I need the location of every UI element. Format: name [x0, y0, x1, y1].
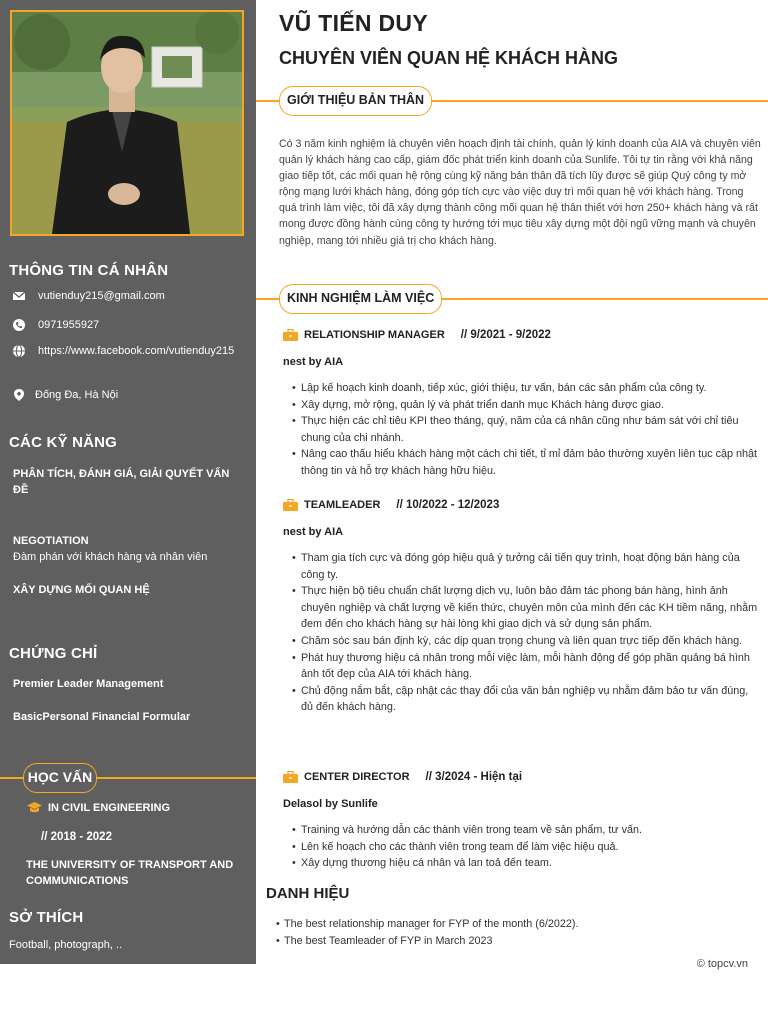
- list-item: • Thực hiện các chỉ tiêu KPI theo tháng, quý, năm của cá nhân cũng như bám sát với chỉ tiêu chung của chi nhánh.: [292, 413, 762, 446]
- experience-company: nest by AIA: [283, 526, 344, 538]
- globe-icon: [12, 344, 26, 358]
- experience-company: Delasol by Sunlife: [283, 798, 378, 810]
- education-period: // 2018 - 2022: [41, 831, 112, 843]
- hobbies-heading: SỞ THÍCH: [9, 909, 84, 926]
- experience-role: TEAMLEADER: [304, 499, 381, 511]
- about-heading: GIỚI THIỆU BẢN THÂN: [279, 86, 432, 116]
- education-heading: HỌC VẤN: [23, 763, 97, 793]
- list-item: • Lập kế hoạch kinh doanh, tiếp xúc, giới thiệu, tư vấn, bán các sản phẩm của công ty.: [292, 380, 762, 397]
- briefcase-icon: [283, 329, 298, 341]
- experience-header: [283, 771, 522, 783]
- skill-name: PHÂN TÍCH, ĐÁNH GIÁ, GIẢI QUYẾT VẤN ĐỀ: [13, 468, 230, 496]
- skill-name: NEGOTIATION: [13, 535, 89, 547]
- facebook-link[interactable]: https://www.facebook.com/vutienduy215: [38, 345, 235, 357]
- list-item: • Xây dựng thương hiệu cá nhân và lan toả đến team.: [292, 855, 762, 872]
- envelope-icon: [12, 289, 26, 303]
- experience-role: RELATIONSHIP MANAGER: [304, 329, 445, 341]
- list-item: • Training và hướng dẫn các thành viên trong team về sản phẩm, tư vấn.: [292, 822, 762, 839]
- list-item: • Nâng cao thấu hiểu khách hàng một cách chi tiết, tỉ mỉ đảm bảo thường xuyên liên tục cập nhật thông tin và hỗ trợ khách hàng hữu hiệu.: [292, 446, 762, 479]
- award-item: • The best relationship manager for FYP of the month (6/2022).: [276, 916, 578, 933]
- contact-facebook: [12, 343, 244, 360]
- list-item: • Xây dựng, mở rộng, quản lý và phát triển danh mục Khách hàng được giao.: [292, 397, 762, 414]
- certificate-item: BasicPersonal Financial Formular: [13, 711, 191, 723]
- award-item: • The best Teamleader of FYP in March 2023: [276, 933, 578, 950]
- major-text: IN CIVIL ENGINEERING: [48, 802, 171, 814]
- experience-date: // 9/2021 - 9/2022: [460, 329, 551, 341]
- contact-address: [12, 387, 244, 404]
- phone-text[interactable]: 0971955927: [38, 319, 100, 331]
- candidate-name: VŨ TIẾN DUY: [279, 10, 428, 36]
- sidebar: [0, 0, 256, 964]
- list-item: • Phát huy thương hiệu cá nhân trong mỗi việc làm, mỗi hành động để góp phần quảng bá hình ảnh tốt đẹp của AIA tới khách hàng.: [292, 650, 762, 683]
- phone-icon: [12, 318, 26, 332]
- email-text[interactable]: vutienduy215@gmail.com: [38, 290, 165, 302]
- certificates-heading: CHỨNG CHỈ: [9, 645, 98, 662]
- briefcase-icon: [283, 771, 298, 783]
- experience-header: [283, 329, 551, 341]
- list-item: • Tham gia tích cực và đóng góp hiệu quả ý tưởng cải tiến quy trình, hoạt động bán hàng của công ty.: [292, 550, 762, 583]
- experience-header: [283, 499, 499, 511]
- about-text: Có 3 năm kinh nghiệm là chuyên viên hoạch định tài chính, quản lý kinh doanh của AIA và chuyên viên quản lý khách hàng cao cấp, giám đốc phát triển kinh doanh của Sunlife. Tôi tự tin rằng với khả năng giao tiếp tốt, các mối quan hệ rộng cùng kỹ năng bản thân đã tích lũy được sẽ giúp Quý công ty mở rộng mạng lưới khách hàng, đóng góp tích cực vào việc duy trì mối quan hệ với khách hàng. Trong quá trình làm việc, tôi đã xây dựng thành công mối quan hệ thân thiết với hơn 250+ khách hàng và rất mong được đồng hành cùng công ty hướng tới mục tiêu xây dựng một đội ngũ vững mạnh và chuyên nghiệp, mang tới nhiều giá trị cho khách hàng.: [279, 138, 761, 247]
- list-item: • Lên kế hoạch cho các thành viên trong team để làm việc hiệu quả.: [292, 839, 762, 856]
- list-item: • Chăm sóc sau bán định kỳ, các dịp quan trọng chung và liên quan trực tiếp đến khách hàng.: [292, 633, 762, 650]
- address-text: Đống Đa, Hà Nội: [35, 389, 119, 401]
- education-major: [27, 802, 170, 814]
- hobbies-text: Football, photograph, ..: [9, 939, 123, 951]
- experience-heading: KINH NGHIỆM LÀM VIỆC: [279, 284, 442, 314]
- experience-company: nest by AIA: [283, 356, 344, 368]
- awards-heading: DANH HIỆU: [266, 885, 350, 902]
- personal-info-heading: THÔNG TIN CÁ NHÂN: [9, 262, 169, 279]
- job-title: CHUYÊN VIÊN QUAN HỆ KHÁCH HÀNG: [279, 48, 619, 68]
- experience-bullets: [292, 380, 762, 480]
- profile-photo: [10, 10, 244, 236]
- awards-list: [276, 916, 578, 950]
- skill-description: Đàm phán với khách hàng và nhân viên: [13, 551, 208, 563]
- certificate-item: Premier Leader Management: [13, 678, 164, 690]
- experience-bullets: [292, 550, 762, 716]
- list-item: • Chủ động nắm bắt, cập nhật các thay đổi của văn bản nghiệp vụ nhằm đảm bảo tư vấn đúng, đủ đến khách hàng.: [292, 683, 762, 716]
- skills-heading: CÁC KỸ NĂNG: [9, 434, 118, 451]
- contact-email: [12, 288, 244, 305]
- experience-bullets: [292, 822, 762, 872]
- topcv-brand[interactable]: © topcv.vn: [696, 958, 748, 970]
- list-item: • Thực hiện bộ tiêu chuẩn chất lượng dịch vụ, luôn bảo đảm tác phong bán hàng, hình ảnh chuyên nghiệp và chất lượng về kiến thức, chuyên môn của mình đến các KH tiềm năng, nhằm đem đến cho khách hàng sự hài lòng khi giao dịch và sử dụng sản phẩm.: [292, 583, 762, 633]
- experience-role: CENTER DIRECTOR: [304, 771, 410, 783]
- graduation-cap-icon: [27, 802, 42, 814]
- experience-date: // 10/2022 - 12/2023: [396, 499, 500, 511]
- briefcase-icon: [283, 499, 298, 511]
- skill-name: XÂY DỰNG MỐI QUAN HỆ: [13, 584, 150, 596]
- experience-date: // 3/2024 - Hiện tại: [425, 771, 523, 783]
- contact-phone: [12, 317, 244, 334]
- school-name: THE UNIVERSITY OF TRANSPORT AND COMMUNICATIONS: [26, 859, 234, 887]
- location-pin-icon: [12, 388, 26, 402]
